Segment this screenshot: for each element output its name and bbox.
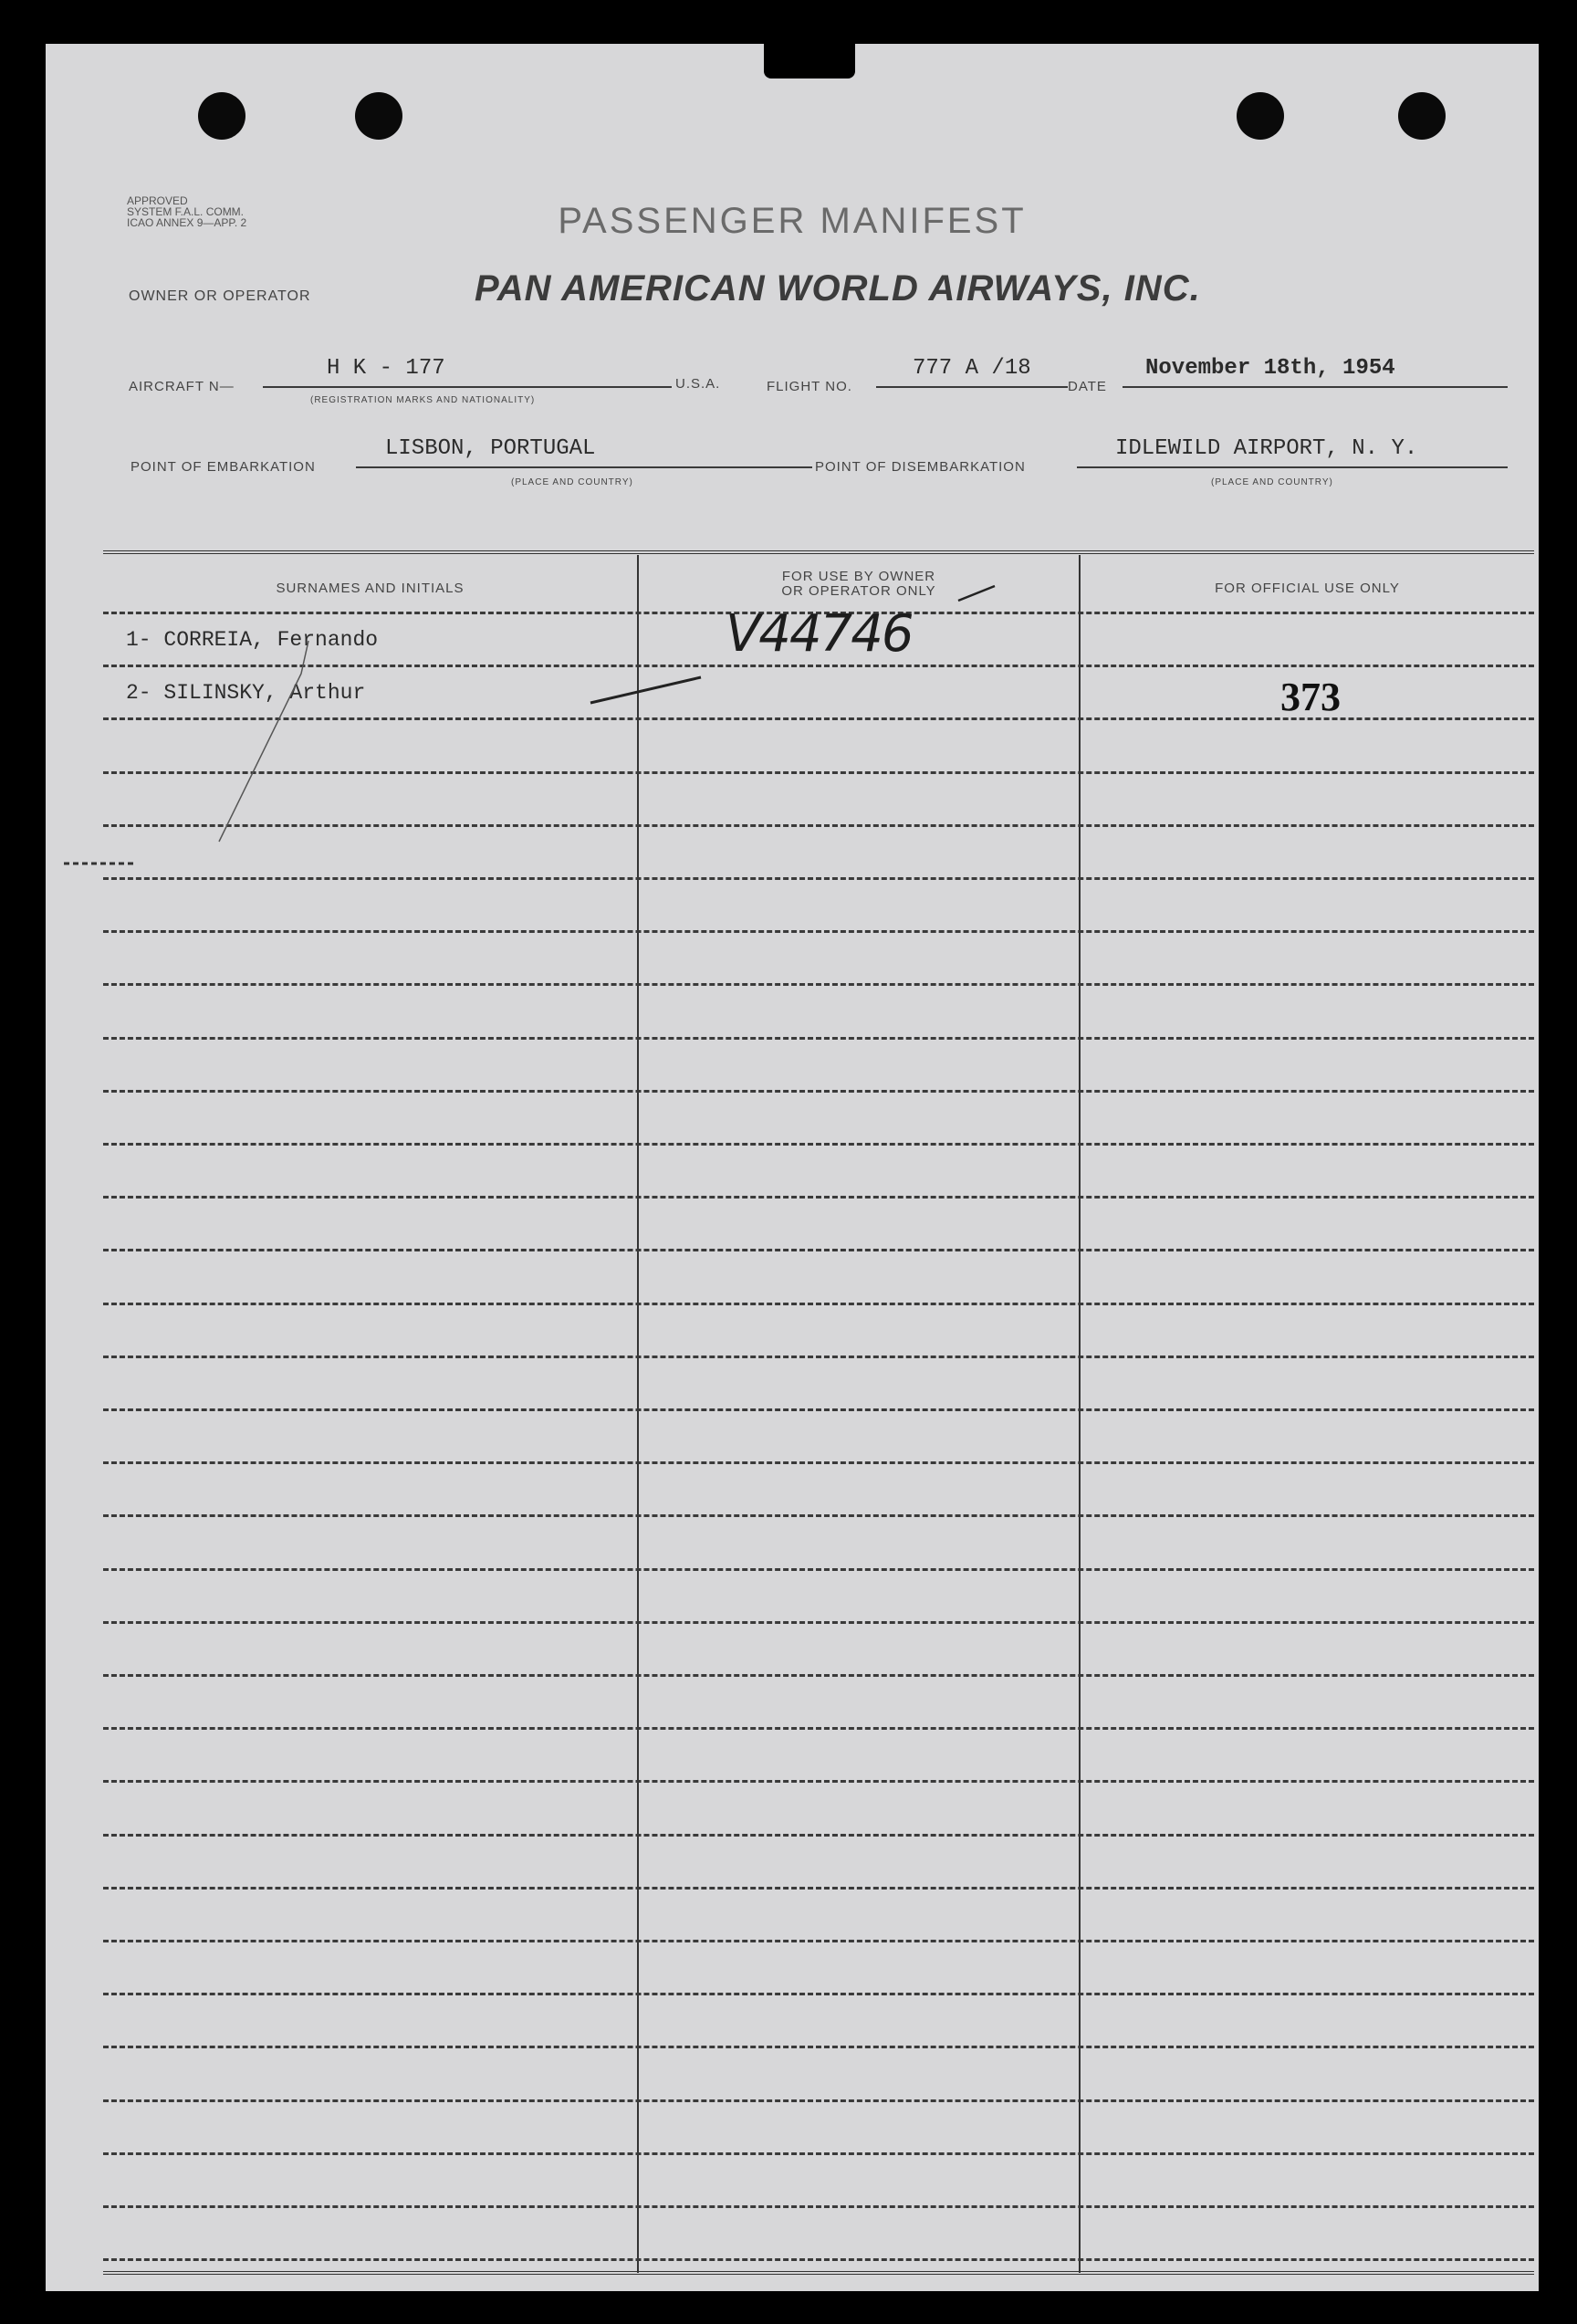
aircraft-label: AIRCRAFT N—	[129, 379, 235, 394]
table-row-rule	[103, 1408, 1534, 1411]
owner-label: OWNER OR OPERATOR	[129, 288, 311, 304]
table-row-rule	[103, 2152, 1534, 2155]
table-row-rule	[103, 1356, 1534, 1358]
flight-value: 777 A /18	[913, 356, 1031, 381]
usa-label: U.S.A.	[675, 376, 721, 392]
table-row-rule	[103, 983, 1534, 986]
table-row-rule	[103, 1090, 1534, 1093]
disembarkation-value: IDLEWILD AIRPORT, N. Y.	[1115, 436, 1418, 461]
table-row-rule	[103, 1143, 1534, 1146]
table-row-rule	[103, 1674, 1534, 1677]
pen-marks	[46, 44, 1539, 957]
table-row-rule	[103, 1621, 1534, 1624]
flight-label: FLIGHT NO.	[767, 379, 852, 394]
table-row-rule	[103, 1727, 1534, 1730]
table-row-rule	[103, 1514, 1534, 1517]
passenger-entry-1: 1- CORREIA, Fernando	[126, 628, 379, 652]
disembarkation-label: POINT OF DISEMBARKATION	[815, 459, 1026, 475]
passenger-entry-2: 2- SILINSKY, Arthur	[126, 681, 366, 705]
owner-mark-1: V44746	[726, 604, 913, 664]
table-row-rule	[103, 2258, 1534, 2261]
official-number-2: 373	[1280, 675, 1341, 719]
table-row-rule	[103, 2046, 1534, 2048]
column-header-surnames: SURNAMES AND INITIALS	[276, 581, 465, 596]
table-row-rule	[103, 2099, 1534, 2102]
table-bottom-rule	[103, 2271, 1534, 2275]
manifest-sheet	[46, 44, 1539, 2291]
embarkation-value: LISBON, PORTUGAL	[385, 436, 596, 461]
column-header-owner-use: FOR USE BY OWNER OR OPERATOR ONLY	[781, 569, 936, 599]
table-row-rule	[103, 1993, 1534, 1995]
pen-stroke	[958, 586, 995, 601]
table-row-rule	[103, 1568, 1534, 1571]
aircraft-sublabel: (REGISTRATION MARKS AND NATIONALITY)	[310, 395, 536, 405]
disembarkation-sublabel: (PLACE AND COUNTRY)	[1211, 477, 1333, 487]
table-row-rule	[103, 1196, 1534, 1199]
table-row-rule	[103, 1461, 1534, 1464]
approval-note: APPROVED SYSTEM F.A.L. COMM. ICAO ANNEX 9—APP. 2	[127, 194, 247, 229]
pen-stroke	[590, 677, 701, 703]
pen-stroke	[219, 641, 308, 842]
table-row-rule	[103, 1249, 1534, 1251]
table-row-rule	[103, 1780, 1534, 1783]
column-header-official: FOR OFFICIAL USE ONLY	[1215, 581, 1400, 596]
table-row-rule	[103, 2205, 1534, 2208]
table-row-rule	[103, 1303, 1534, 1305]
table-row-rule	[103, 1887, 1534, 1890]
table-row-rule	[103, 1834, 1534, 1837]
table-row-rule	[103, 1037, 1534, 1040]
table-row-rule	[103, 1940, 1534, 1942]
embarkation-sublabel: (PLACE AND COUNTRY)	[511, 477, 633, 487]
page-title: PASSENGER MANIFEST	[558, 201, 1027, 241]
airline-name: PAN AMERICAN WORLD AIRWAYS, INC.	[475, 268, 1201, 309]
aircraft-value: H K - 177	[327, 356, 445, 381]
date-value: November 18th, 1954	[1145, 356, 1395, 381]
date-label: DATE	[1068, 379, 1107, 394]
embarkation-label: POINT OF EMBARKATION	[131, 459, 316, 475]
